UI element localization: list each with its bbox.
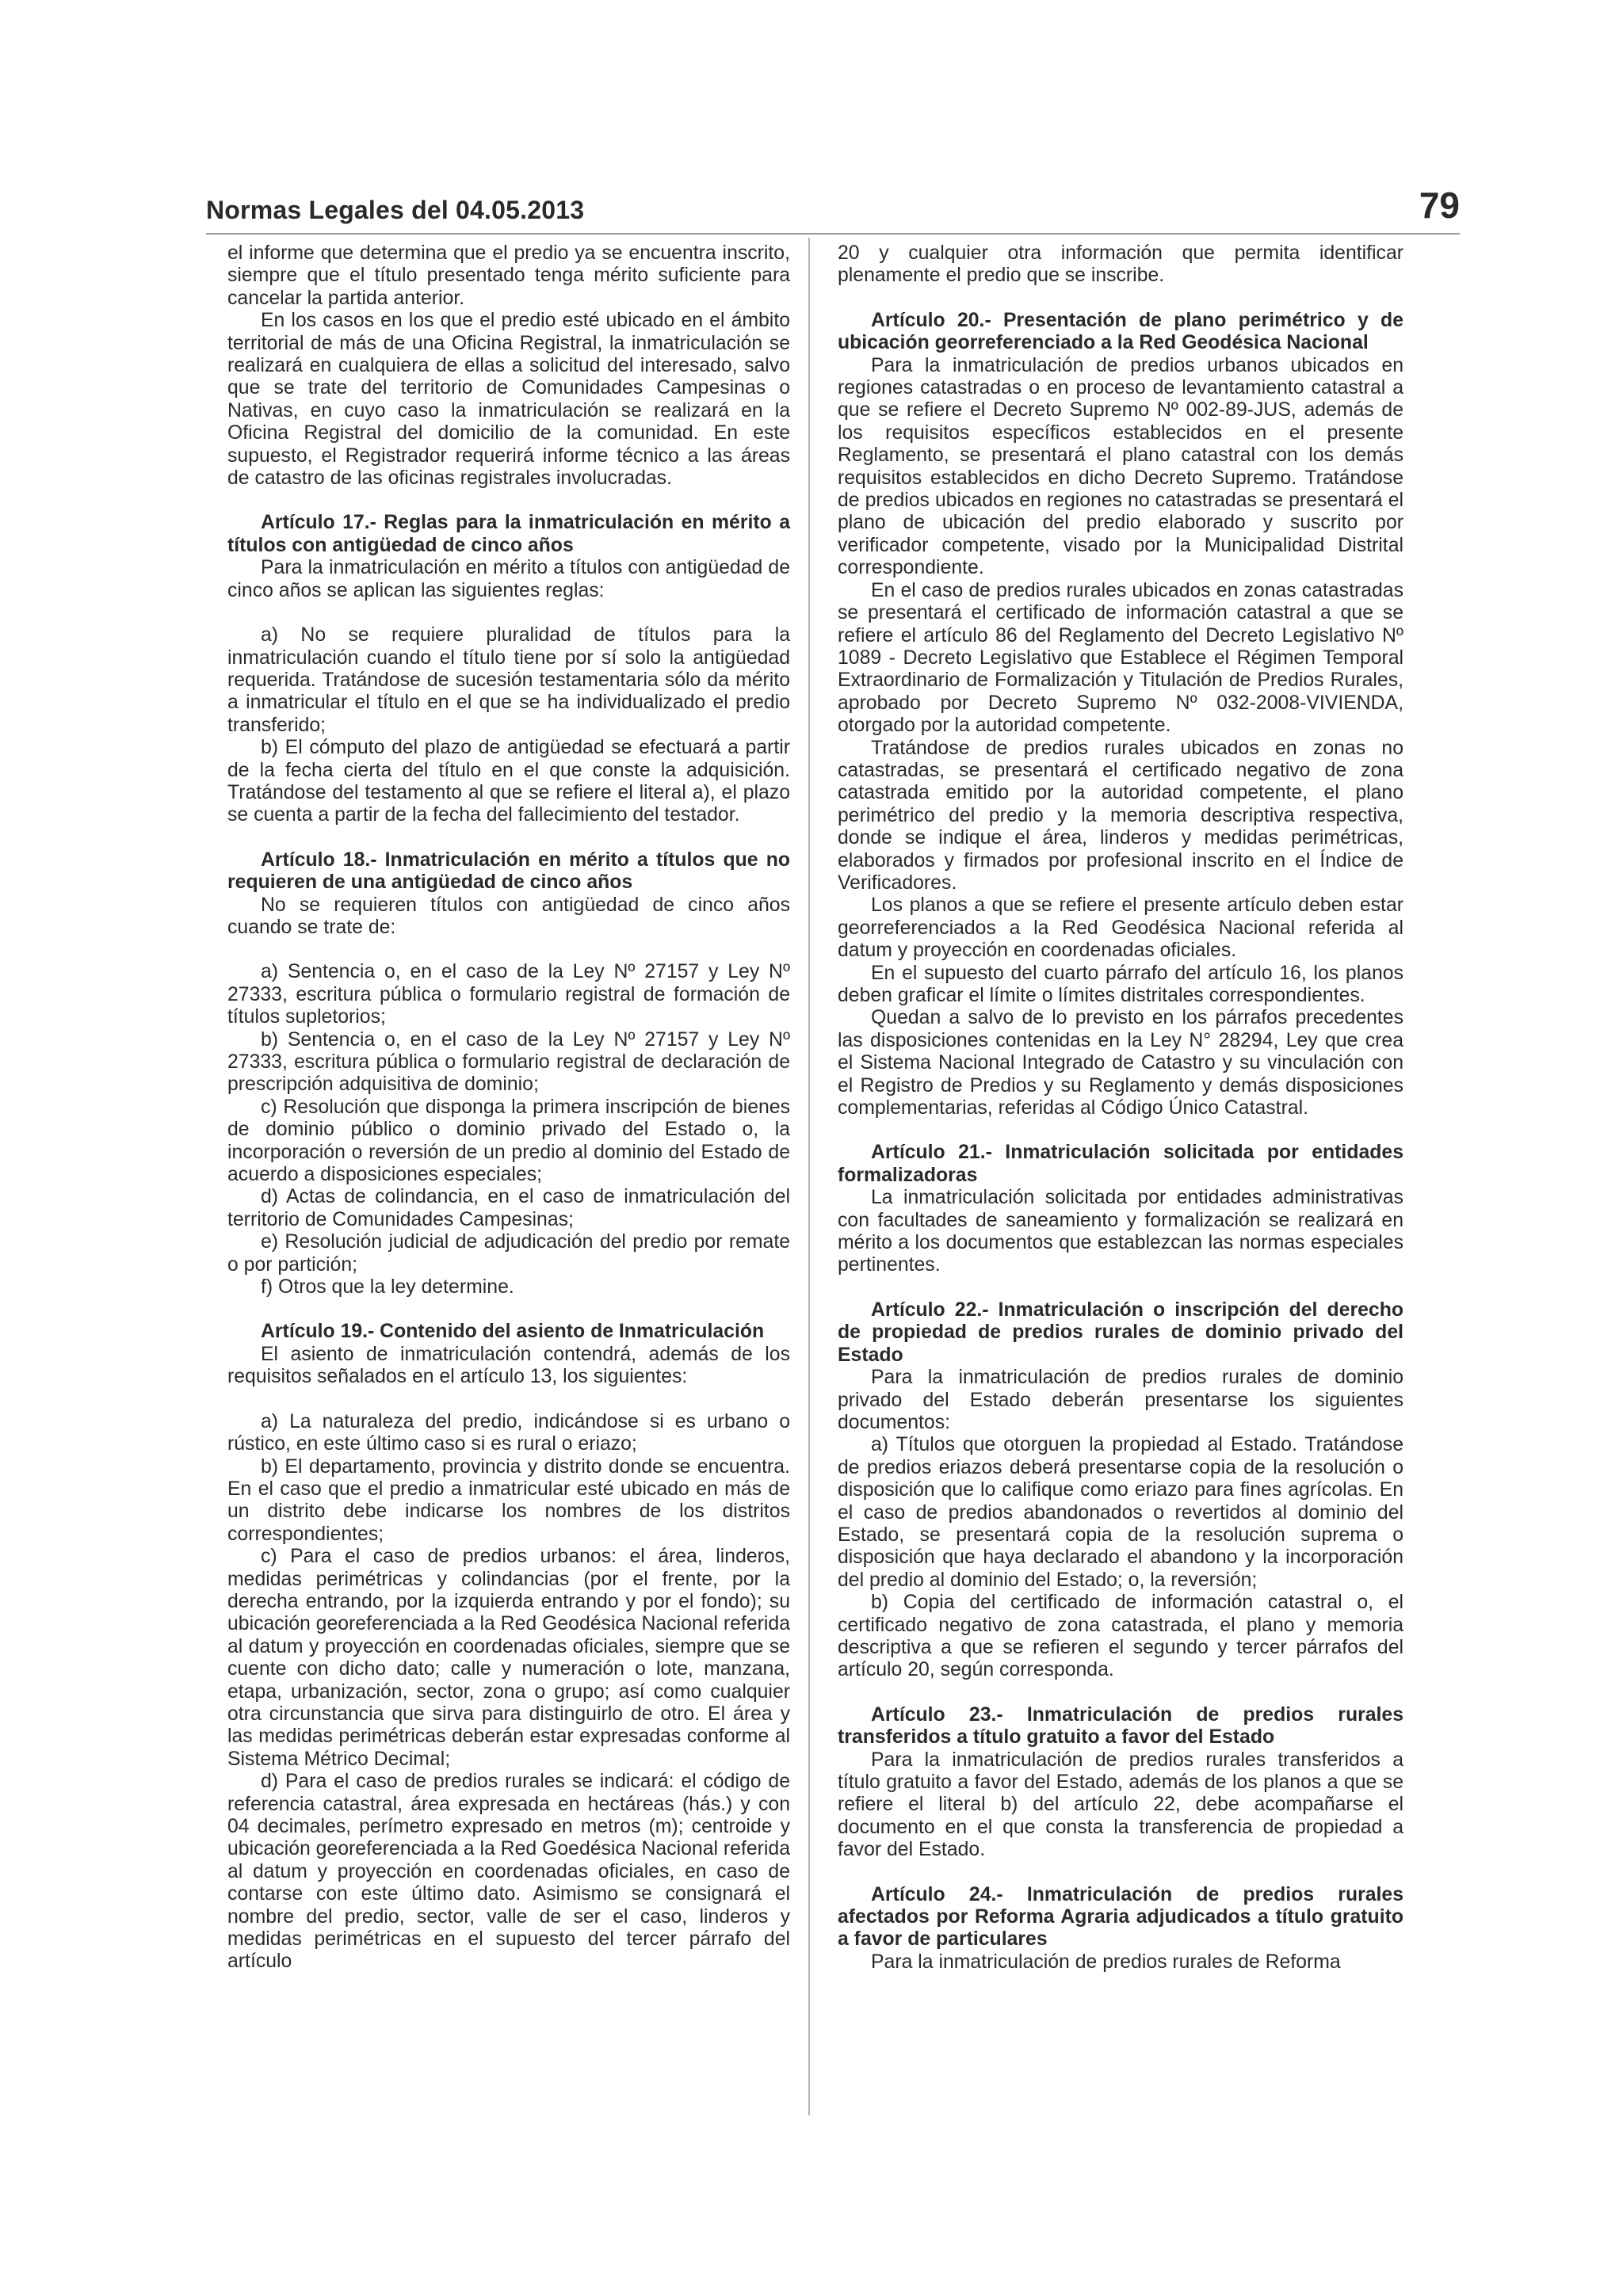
paragraph: La inmatriculación solicitada por entidades administrativas con facultades de saneamiento y formalización se realizará en mérito a los documentos que establezcan las normas especiales pertinentes. bbox=[838, 1187, 1403, 1276]
paragraph: Tratándose de predios rurales ubicados en zonas no catastradas, se presentará el certificado negativo de zona catastrada emitido por la autoridad competente, el plano perimétrico del predio y la memoria descriptiva respectiva, donde se indique el área, linderos y medidas perimétricas, elaborados y firmados por profesional inscrito en el Índice de Verificadores. bbox=[838, 737, 1403, 894]
article-24-heading: Artículo 24.- Inmatriculación de predios rurales afectados por Reforma Agraria adjudicados a título gratuito a favor de particulares bbox=[838, 1883, 1403, 1951]
column-divider bbox=[808, 238, 810, 2115]
article-19-heading: Artículo 19.- Contenido del asiento de Inmatriculación bbox=[261, 1321, 765, 1343]
paragraph: Para la inmatriculación de predios rurales de dominio privado del Estado deberán presentarse los siguientes documentos: bbox=[838, 1367, 1403, 1433]
paragraph: Quedan a salvo de lo previsto en los párrafos precedentes las disposiciones contenidas en la Ley N° 28294, Ley que crea el Sistema Nacional Integrado de Catastro y su vinculación con el Registro de Predios y su Reglamento y demás disposiciones complementarias, referidas al Código Único Catastral. bbox=[838, 1007, 1403, 1119]
paragraph: En los casos en los que el predio esté ubicado en el ámbito territorial de más de una Oficina Registral, la inmatriculación se realizará en cualquiera de ellas a solicitud del interesado, salvo que se trate del territorio de Comunidades Campesinas o Nativas, en cuyo caso la inmatriculación se realizará en la Oficina Registral del domicilio de la comunidad. En este supuesto, el Registrador requerirá informe técnico a las áreas de catastro de las oficinas registrales involucradas. bbox=[227, 310, 790, 490]
paragraph: Los planos a que se refiere el presente artículo deben estar georreferenciados a la Red Geodésica Nacional referida al datum y proyección en coordenadas oficiales. bbox=[838, 894, 1403, 962]
paragraph: En el supuesto del cuarto párrafo del artículo 16, los planos deben graficar el límite o límites distritales correspondientes. bbox=[838, 962, 1403, 1006]
article-23-heading: Artículo 23.- Inmatriculación de predios rurales transferidos a título gratuito a favor del Estado bbox=[838, 1703, 1403, 1749]
list-item: a) La naturaleza del predio, indicándose si es urbano o rústico, en este último caso si es rural o eriazo; bbox=[227, 1410, 790, 1455]
article-20-heading: Artículo 20.- Presentación de plano perimétrico y de ubicación georreferenciado a la Red Geodésica Nacional bbox=[838, 309, 1403, 354]
article-17-heading: Artículo 17.- Reglas para la inmatriculación en mérito a títulos con antigüedad de cinco años bbox=[227, 512, 790, 556]
paragraph: 20 y cualquier otra información que permita identificar plenamente el predio que se inscribe. bbox=[838, 242, 1403, 287]
paragraph: Para la inmatriculación de predios urbanos ubicados en regiones catastradas o en proceso de levantamiento catastral a que se refiere el Decreto Supremo Nº 002-89-JUS, además de los requisitos específicos establecidos en el presente Reglamento, se presentará el plano catastral con los demás requisitos establecidos en dicho Decreto Supremo. Tratándose de predios ubicados en regiones no catastradas se presentará el plano de ubicación del predio elaborado y suscrito por verificador competente, visado por la Municipalidad Distrital correspondiente. bbox=[838, 354, 1403, 579]
paragraph: No se requieren títulos con antigüedad de cinco años cuando se trate de: bbox=[227, 894, 790, 938]
article-18-heading: Artículo 18.- Inmatriculación en mérito a títulos que no requieren de una antigüedad de cinco años bbox=[227, 849, 790, 894]
paragraph: En el caso de predios rurales ubicados en zonas catastradas se presentará el certificado de información catastral a que se refiere el artículo 86 del Reglamento del Decreto Legislativo Nº 1089 - Decreto Legislativo que Establece el Régimen Temporal Extraordinario de Formalización y Titulación de Predios Rurales, aprobado por Decreto Supremo Nº 032-2008-VIVIENDA, otorgado por la autoridad competente. bbox=[838, 579, 1403, 737]
right-column bbox=[838, 242, 1403, 1974]
list-item: d) Actas de colindancia, en el caso de inmatriculación del territorio de Comunidades Campesinas; bbox=[227, 1186, 790, 1230]
list-item: e) Resolución judicial de adjudicación del predio por remate o por partición; bbox=[227, 1231, 790, 1276]
list-item: b) Sentencia o, en el caso de la Ley Nº 27157 y Ley Nº 27333, escritura pública o formulario registral de declaración de prescripción adquisitiva de dominio; bbox=[227, 1028, 790, 1096]
page-number: 79 bbox=[1419, 185, 1460, 226]
list-item: a) No se requiere pluralidad de títulos para la inmatriculación cuando el título tiene por sí solo la antigüedad requerida. Tratándose de sucesión testamentaria sólo da mérito a inmatricular el título en el que se ha individualizado el predio transferido; bbox=[227, 624, 790, 736]
publication-title: Normas Legales del 04.05.2013 bbox=[206, 196, 585, 224]
article-21-heading: Artículo 21.- Inmatriculación solicitada por entidades formalizadoras bbox=[838, 1142, 1403, 1186]
paragraph: Para la inmatriculación en mérito a títulos con antigüedad de cinco años se aplican las siguientes reglas: bbox=[227, 557, 790, 601]
list-item: d) Para el caso de predios rurales se indicará: el código de referencia catastral, área expresada en hectáreas (hás.) y con 04 decimales, perímetro expresado en metros (m); centroide y ubicación georeferenciada a la Red Goedésica Nacional referida al datum y proyección en coordenadas oficiales, en caso de contarse con este último dato. Asimismo se consignará el nombre del predio, sector, valle de ser el caso, linderos y medidas perimétricas en el supuesto del tercer párrafo del artículo bbox=[227, 1771, 790, 1973]
list-item: c) Para el caso de predios urbanos: el área, linderos, medidas perimétricas y colindancias (por el frente, por la derecha entrando, por la izquierda entrando y por el fondo); su ubicación georeferenciada a la Red Geodésica Nacional referida al datum y proyección en coordenadas oficiales, siempre que se cuente con dicho dato; calle y numeración o lote, manzana, etapa, urbanización, sector, zona o grupo; así como cualquier otra circunstancia que sirva para distinguirlo de otro. El área y las medidas perimétricas deberán estar expresadas conforme al Sistema Métrico Decimal; bbox=[227, 1546, 790, 1770]
list-item: a) Sentencia o, en el caso de la Ley Nº 27157 y Ley Nº 27333, escritura pública o formulario registral de formación de títulos supletorios; bbox=[227, 961, 790, 1028]
list-item: a) Títulos que otorguen la propiedad al Estado. Tratándose de predios eriazos deberá presentarse copia de la resolución o disposición que lo califique como eriazo para fines agrícolas. En el caso de predios abandonados o revertidos al dominio del Estado, se presentará copia de la resolución suprema o disposición que haya declarado el abandono y la incorporación del predio al dominio del Estado; o, la reversión; bbox=[838, 1434, 1403, 1591]
paragraph: El asiento de inmatriculación contendrá, además de los requisitos señalados en el artículo 13, los siguientes: bbox=[227, 1343, 790, 1388]
list-item: b) Copia del certificado de información catastral o, el certificado negativo de zona catastrada, el plano y memoria descriptiva a que se refieren el segundo y tercer párrafos del artículo 20, según corresponda. bbox=[838, 1592, 1403, 1681]
paragraph: Para la inmatriculación de predios rurales transferidos a título gratuito a favor del Estado, además de los planos a que se refiere el literal b) del artículo 22, debe acompañarse el documento en el que consta la transferencia de propiedad a favor del Estado. bbox=[838, 1749, 1403, 1861]
list-item: b) El cómputo del plazo de antigüedad se efectuará a partir de la fecha cierta del título en el que conste la adquisición. Tratándose del testamento al que se refiere el literal a), el plazo se cuenta a partir de la fecha del fallecimiento del testador. bbox=[227, 737, 790, 826]
page-header bbox=[206, 173, 1460, 235]
list-item: b) El departamento, provincia y distrito donde se encuentra. En el caso que el predio a inmatricular esté ubicado en más de un distrito debe indicarse los nombres de los distritos correspondientes; bbox=[227, 1455, 790, 1545]
paragraph: el informe que determina que el predio ya se encuentra inscrito, siempre que el título presentado tenga mérito suficiente para cancelar la partida anterior. bbox=[227, 242, 790, 309]
paragraph: Para la inmatriculación de predios rurales de Reforma bbox=[871, 1951, 1341, 1973]
list-item: f) Otros que la ley determine. bbox=[261, 1276, 514, 1299]
list-item: c) Resolución que disponga la primera inscripción de bienes de dominio público o dominio privado del Estado o, la incorporación o reversión de un predio al dominio del Estado de acuerdo a disposiciones especiales; bbox=[227, 1096, 790, 1186]
article-22-heading: Artículo 22.- Inmatriculación o inscripción del derecho de propiedad de predios rurales de dominio privado del Estado bbox=[838, 1299, 1403, 1366]
left-column bbox=[227, 242, 790, 1974]
